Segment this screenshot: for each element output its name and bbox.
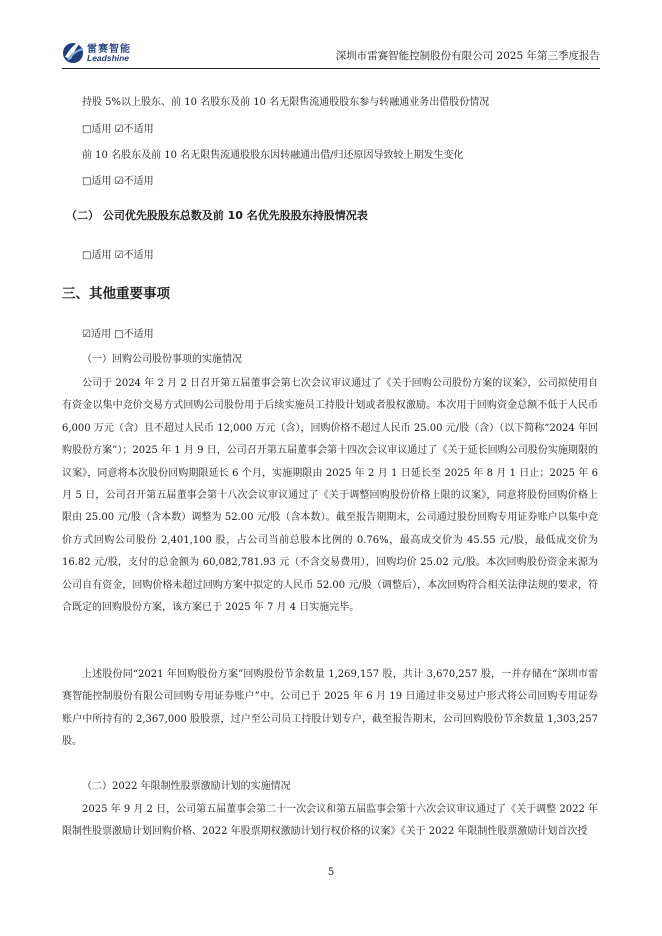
logo-chinese-text: 雷赛智能 — [87, 44, 131, 55]
applicability-checkbox-4: ☑适用 □不适用 — [82, 329, 154, 340]
section-two-heading: （二） 公司优先股股东总数及前 10 名优先股股东持股情况表 — [66, 209, 368, 222]
lending-change-line: 前 10 名股东及前 10 名无限售流通股股东因转融通出借/归还原因导致较上期发生变化 — [82, 150, 464, 161]
company-logo — [62, 39, 172, 67]
incentive-plan-paragraph: 2025 年 9 月 2 日，公司第五届董事会第二十一次会议和第五届监事会第十六次会议审议通过了《关于调整 2022 年限制性股票激励计划回购价格、2022 年股票期权激励计划行权价格的议案》《关于 2022 年限制性股票激励计划首次授 — [62, 804, 598, 838]
section-three-heading: 三、其他重要事项 — [62, 286, 170, 302]
buyback-paragraph: 公司于 2024 年 2 月 2 日召开第五届董事会第七次会议审议通过了《关于回购公司股份方案的议案》，公司拟使用自有资金以集中竞价交易方式回购公司股份用于后续实施员工持股计划或者股权激励。本次用于回购资金总额不低于人民币 6,000 万元（含）且不超过人民币 12,000 万元（含），回购价格不超过人民币 25.00 元/股（含）（以下简称“2024 年回购股份方案”）；2025 年 1 月 9 日，公司召开第五届董事会第十四次会议审议通过了《关于延长回购公司股份实施期限的议案》，同意将本次股份回购期限延长 6 个月，实施期限由 2025 年 2 月 1 日延长至 2025 年 8 月 1 日止；2025 年 6 月 5 日，公司召开第五届董事会第十八次会议审议通过了《关于调整回购股份价格上限的议案》，同意将股份回购价格上限由 25.00 元/股（含本数）调整为 52.00 元/股（含本数）。截至报告期期末，公司通过股份回购专用证券账户以集中竞价方式回购公司股份 2,401,100 股，占公司当前总股本比例的 0.76%，最高成交价为 45.55 元/股，最低成交价为 16.82 元/股，支付的总金额为 60,082,781.93 元（不含交易费用），回购均价 25.02 元/股。本次回购股份资金来源为公司自有资金，回购价格未超过回购方案中拟定的人民币 52.00 元/股（调整后），本次回购符合相关法律法规的要求，符合既定的回购股份方案，该方案已于 2025 年 7 月 4 日实施完毕。 — [62, 378, 598, 614]
page-header — [62, 36, 600, 70]
report-title: 深圳市雷赛智能控制股份有限公司 2025 年第三季度报告 — [335, 50, 600, 62]
applicability-checkbox-1: □适用 ☑不适用 — [82, 124, 154, 135]
shares-transfer-paragraph: 上述股份同“2021 年回购股份方案”回购股份节余数量 1,269,157 股，共计 3,670,257 股，一并存储在“深圳市雷赛智能控制股份有限公司回购专用证券账户”中。公司已于 2025 年 6 月 19 日通过非交易过户形式将公司回购专用证券账户中所持有的 2,367,000 股股票，过户至公司员工持股计划专户，截至报告期末，公司回购股份节余数量 1,303,257 股。 — [62, 669, 598, 748]
leadshine-logo-icon — [62, 39, 84, 65]
logo-english-text: Leadshine — [87, 53, 130, 63]
subsection-incentive-heading: （二）2022 年限制性股票激励计划的实施情况 — [82, 781, 291, 792]
header-divider — [62, 68, 600, 69]
applicability-checkbox-3: □适用 ☑不适用 — [82, 250, 154, 261]
applicability-checkbox-2: □适用 ☑不适用 — [82, 176, 154, 187]
subsection-buyback-heading: （一）回购公司股份事项的实施情况 — [82, 354, 242, 365]
page-number: 5 — [327, 867, 335, 878]
lending-info-line: 持股 5%以上股东、前 10 名股东及前 10 名无限售流通股股东参与转融通业务出借股份情况 — [82, 97, 490, 108]
